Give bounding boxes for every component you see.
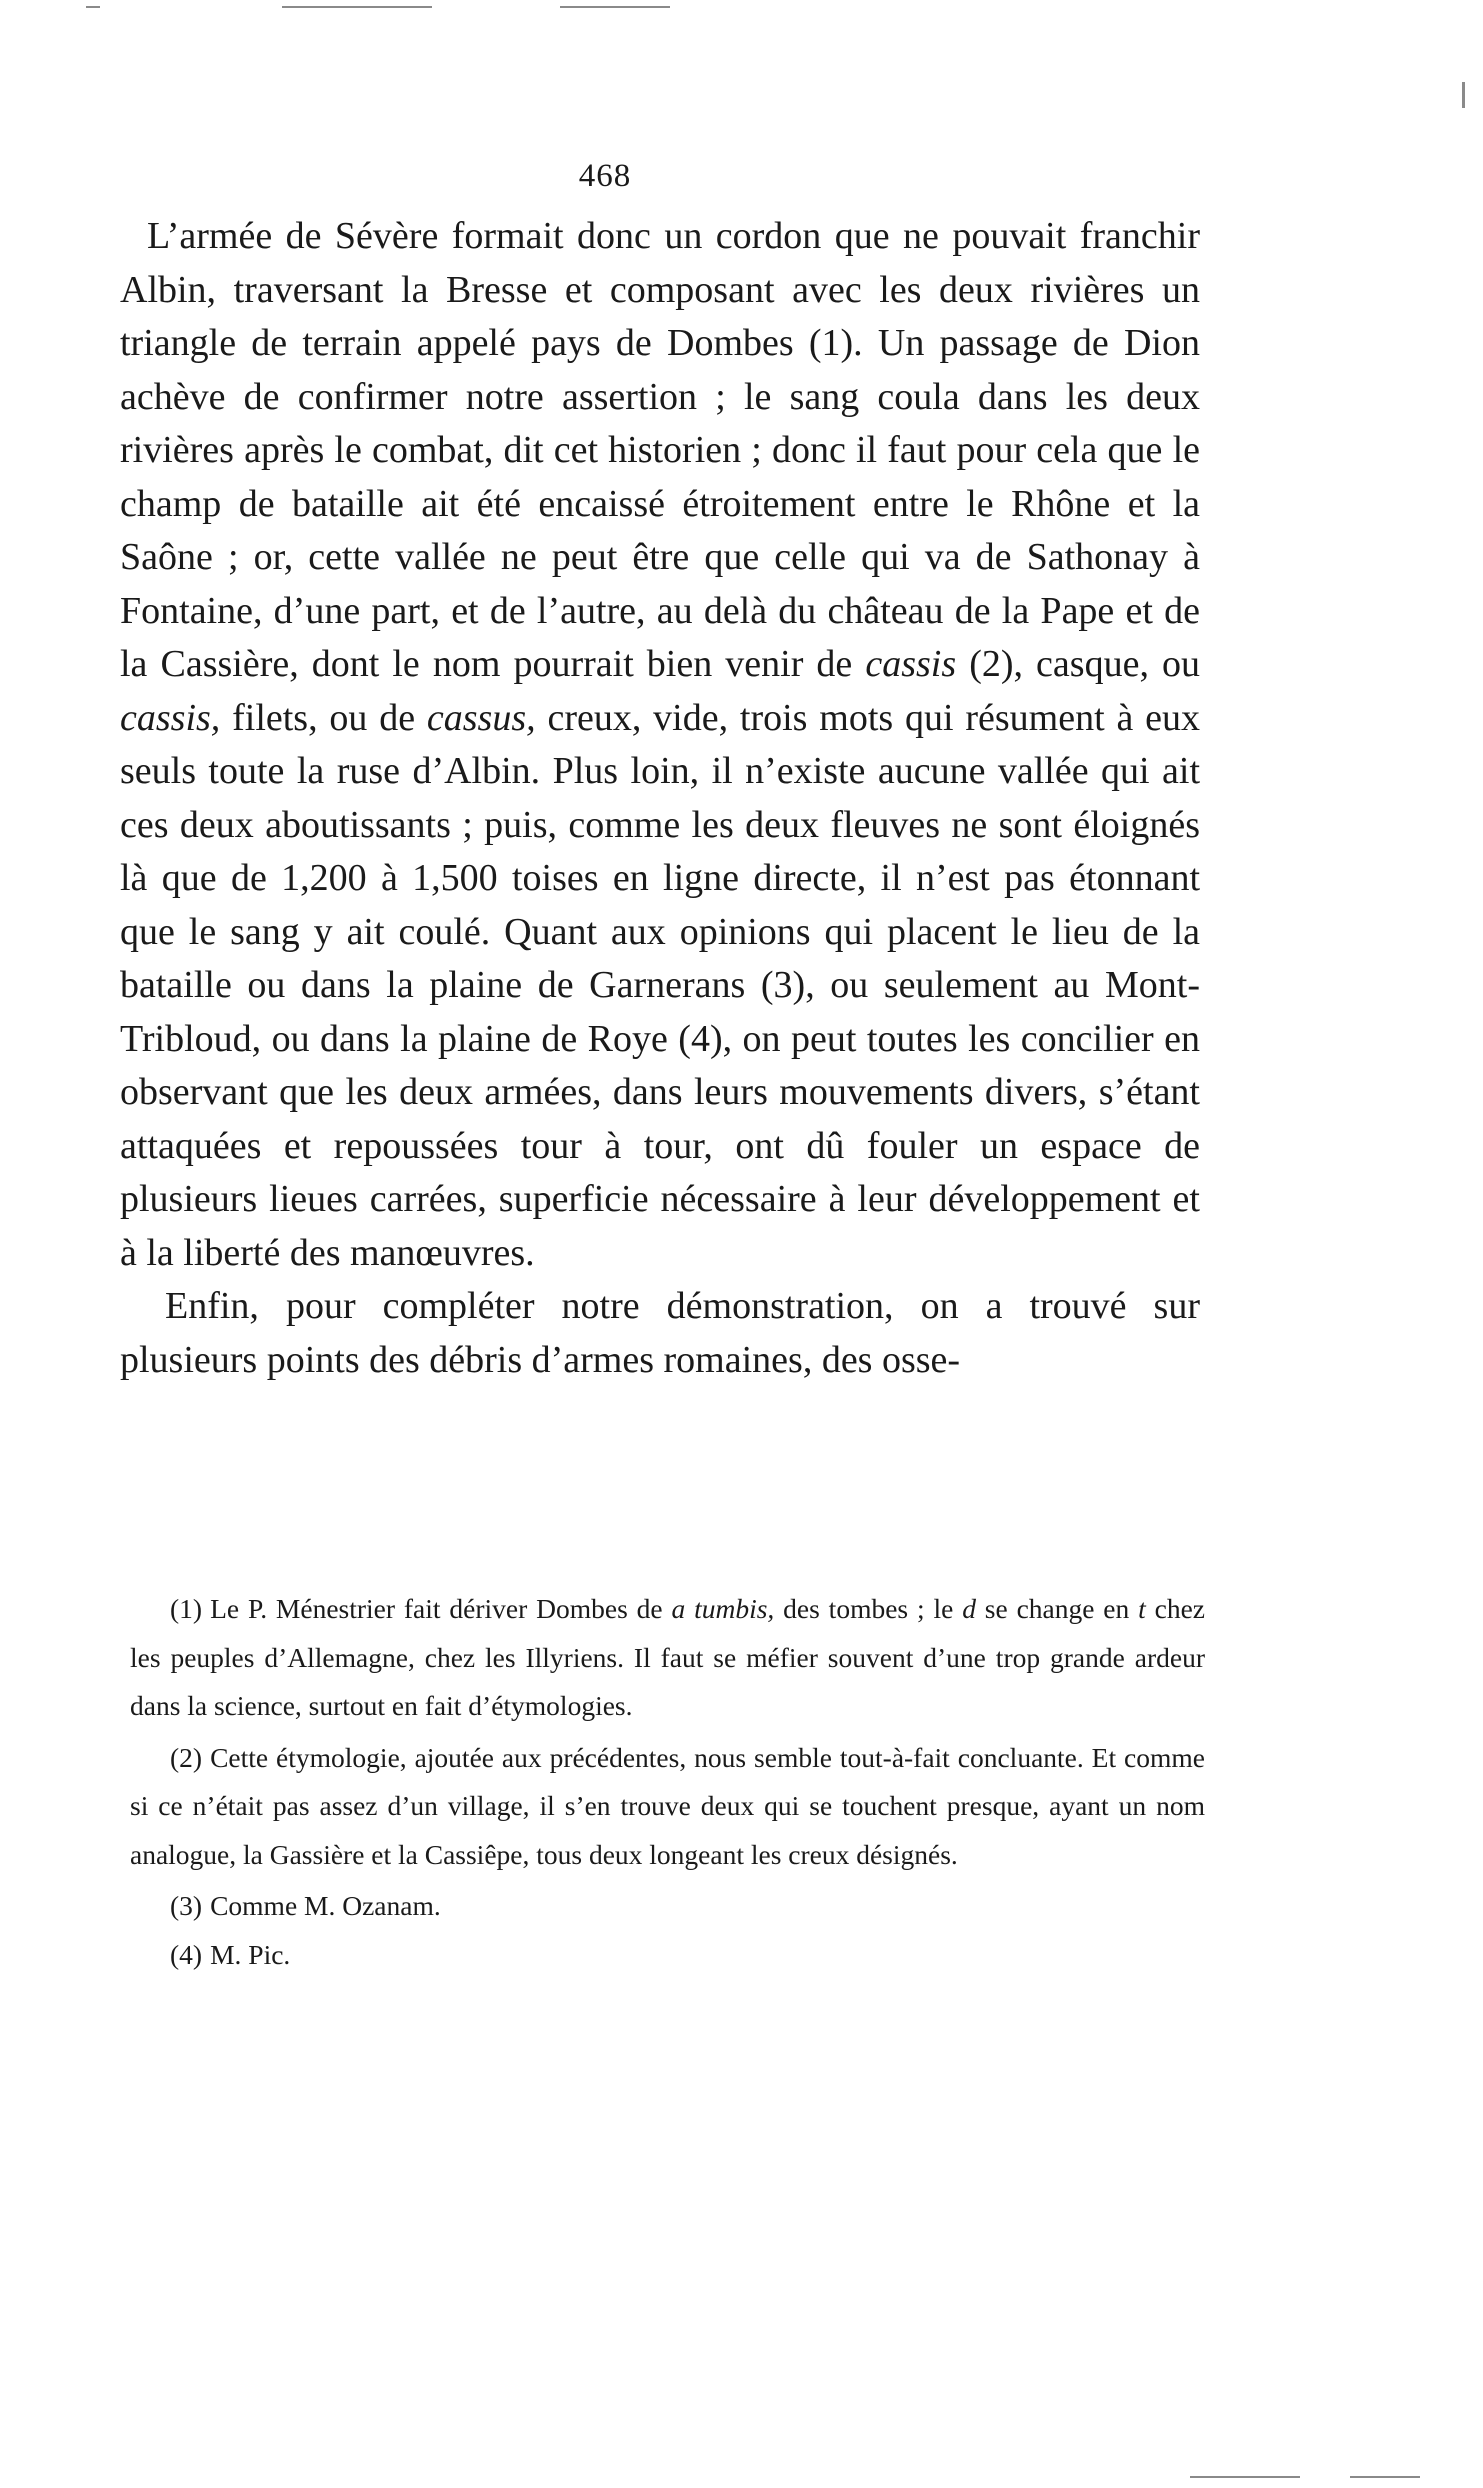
footnote-1-italic-t: t	[1138, 1593, 1146, 1624]
scan-mark-top-2	[282, 6, 432, 8]
page-number: 468	[578, 158, 632, 194]
footnote-3-text: Comme M. Ozanam.	[210, 1890, 441, 1921]
footnotes	[130, 1585, 1205, 1979]
footnote-4-label: (4)	[170, 1938, 203, 1970]
footnote-2-text: Cette étymologie, ajoutée aux précédentes, nous semble tout-à-fait concluante. Et comme si ce n’était pas assez d’un village, il s’en trouve deux qui se touchent presque, ayant un nom analogue, la Gassière et la Cassiêpe, tous deux longeant les creux désignés.	[130, 1741, 1205, 1870]
footnote-1-italic-d: d	[962, 1593, 976, 1624]
scan-mark-bottom-2	[1350, 2476, 1420, 2478]
footnote-3	[130, 1882, 1205, 1931]
paragraph-1	[120, 210, 1200, 1280]
footnote-1-text-c: se change en	[975, 1593, 1139, 1624]
paragraph-1-text-c: filets, ou de	[220, 696, 427, 739]
body-text	[120, 210, 1200, 1387]
scan-mark-right-edge	[1462, 82, 1465, 108]
paragraph-1-text-b: (2), casque, ou	[956, 643, 1200, 685]
paragraph-1-text-d: creux, vide, trois mots qui résument à eux seuls toute la ruse d’Albin. Plus loin, il n’existe aucune vallée qui ait ces deux aboutissants ; puis, comme les deux fleuves ne sont éloignés là que de 1,200 à 1,500 toises en ligne directe, il n’est pas étonnant que le sang y ait coulé. Quant aux opinions qui placent le lieu de la bataille ou dans la plaine de Garnerans (3), ou seulement au Mont-Tribloud, ou dans la plaine de Roye (4), on peut toutes les concilier en observant que les deux armées, dans leurs mouvements divers, s’étant attaquées et repoussées tour à tour, ont dû fouler un espace de plusieurs lieues carrées, superficie nécessaire à leur développement et à la liberté des manœuvres.	[120, 696, 1200, 1274]
paragraph-1-text-a: L’armée de Sévère formait donc un cordon que ne pouvait franchir Albin, traversant la Bresse et composant avec les deux rivières un triangle de terrain appelé pays de Dombes (1). Un passage de Dion achève de confirmer notre assertion ; le sang coula dans les deux rivières après le combat, dit cet historien ; donc il faut pour cela que le champ de bataille ait été encaissé étroitement entre le Rhône et la Saône ; or, cette vallée ne peut être que celle qui va de Sathonay à Fontaine, d’une part, et de l’autre, au delà du château de la Pape et de la Cassière, dont le nom pourrait bien venir de	[120, 215, 1200, 685]
footnote-1	[130, 1585, 1205, 1731]
footnote-4	[130, 1931, 1205, 1980]
footnote-4-text: M. Pic.	[210, 1938, 291, 1970]
footnote-1-italic-a-tumbis: a tumbis,	[671, 1593, 775, 1624]
paragraph-2: Enfin, pour compléter notre démonstration, on a trouvé sur plusieurs points des débris d’armes romaines, des osse-	[120, 1285, 1200, 1381]
paragraph-1-italic-cassis-b: cassis,	[120, 696, 221, 739]
scan-mark-top-1	[86, 6, 100, 8]
footnote-2	[130, 1734, 1205, 1880]
paragraph-1-italic-cassus: cassus,	[426, 696, 536, 739]
footnote-3-label: (3)	[170, 1890, 203, 1921]
scan-mark-top-3	[560, 6, 670, 8]
paragraph-1-italic-cassis-a: cassis	[865, 643, 957, 685]
scan-mark-bottom-1	[1190, 2476, 1300, 2478]
footnote-2-label: (2)	[170, 1741, 203, 1773]
footnote-1-text-d: chez les peuples d’Allemagne, chez les Illyriens. Il faut se méfier souvent d’une trop grande ardeur dans la science, surtout en fait d’étymologies.	[130, 1593, 1205, 1721]
footnote-1-text-a: Le P. Ménestrier fait dériver Dombes de	[210, 1593, 672, 1624]
footnote-1-text-b: des tombes ; le	[774, 1593, 963, 1624]
footnote-1-label: (1)	[170, 1593, 203, 1624]
